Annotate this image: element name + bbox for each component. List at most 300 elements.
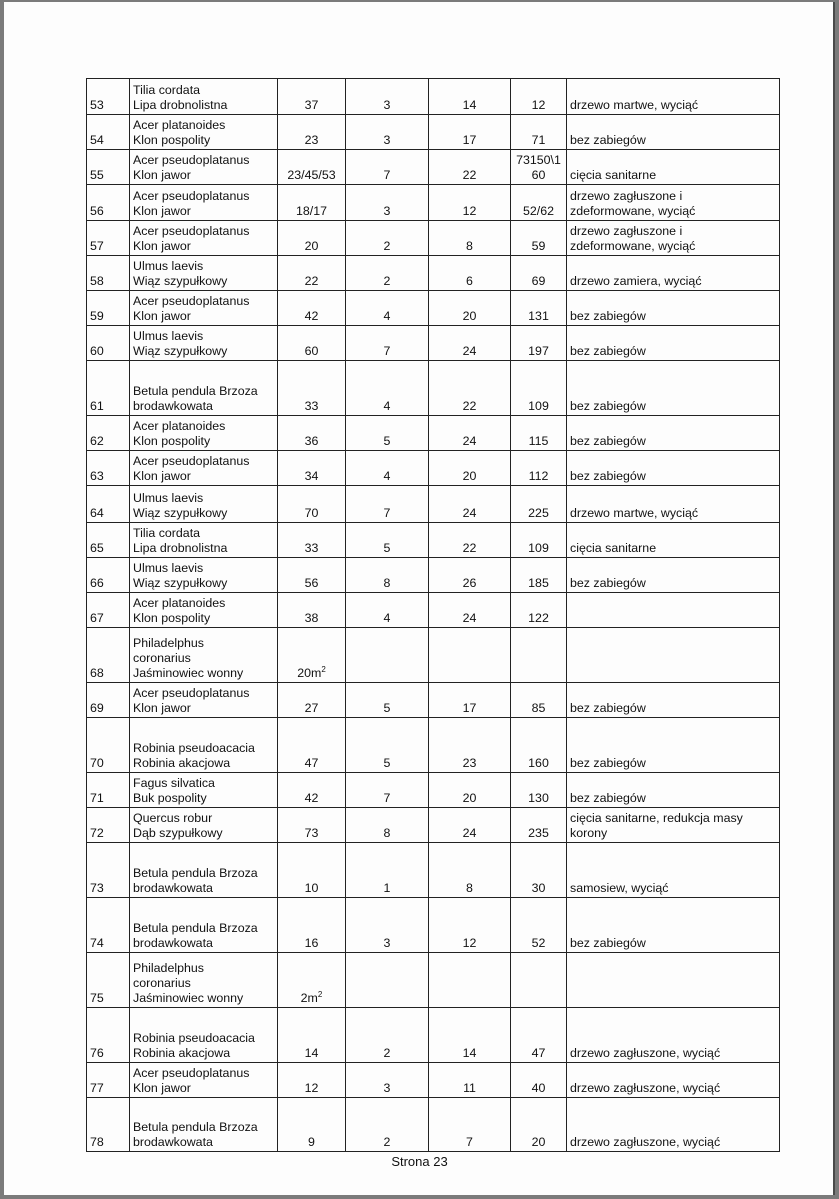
perimeter-cell-text: 109 (528, 399, 549, 413)
remark-cell (567, 1063, 780, 1098)
circumference-cell (278, 416, 346, 451)
remark-cell (567, 843, 780, 898)
perimeter-cell-text: 52/62 (522, 204, 554, 218)
crown-cell (346, 628, 429, 683)
crown-cell (346, 558, 429, 593)
crown-cell (346, 593, 429, 628)
crown-cell (346, 416, 429, 451)
crown-cell (346, 361, 429, 416)
tree-number-cell-text: 77 (90, 1081, 104, 1095)
table-row (87, 1063, 780, 1098)
remark-cell-text: cięcia sanitarne (570, 168, 657, 182)
tree-number-cell (87, 361, 130, 416)
circumference-cell-text: 27 (304, 701, 319, 715)
species-name-cell (130, 898, 278, 953)
crown-cell-text: 4 (383, 399, 391, 413)
perimeter-cell-text: 40 (531, 1081, 546, 1095)
circumference-cell-text: 42 (304, 309, 319, 323)
circumference-cell-text: 47 (304, 756, 319, 770)
crown-cell (346, 185, 429, 221)
remark-cell (567, 291, 780, 326)
crown-cell (346, 953, 429, 1008)
perimeter-cell-text: 122 (528, 611, 549, 625)
circumference-cell (278, 1008, 346, 1063)
tree-number-cell-text: 67 (90, 611, 104, 625)
tree-number-cell (87, 326, 130, 361)
species-name-cell-text: Acer pseudoplatanus Klon jawor (133, 153, 250, 182)
perimeter-cell-text: 71 (531, 133, 546, 147)
height-cell-text: 17 (462, 133, 477, 147)
tree-number-cell (87, 593, 130, 628)
circumference-cell-text: 9 (308, 1135, 315, 1149)
tree-number-cell (87, 558, 130, 593)
tree-number-cell-text: 68 (90, 666, 104, 680)
crown-cell-text: 5 (383, 756, 391, 770)
tree-number-cell-text: 60 (90, 344, 104, 358)
crown-cell-text: 7 (383, 344, 391, 358)
species-name-cell (130, 291, 278, 326)
remark-cell-text: bez zabiegów (570, 309, 646, 323)
table-row (87, 523, 780, 558)
perimeter-cell-text: 69 (531, 274, 546, 288)
species-name-cell-text: Ulmus laevis Wiąz szypułkowy (133, 329, 228, 358)
crown-cell (346, 486, 429, 523)
perimeter-cell (511, 291, 567, 326)
species-name-cell-text: Acer pseudoplatanus Klon jawor (133, 189, 250, 218)
remark-cell-text: drzewo martwe, wyciąć (570, 506, 699, 520)
circumference-cell (278, 898, 346, 953)
perimeter-cell-text: 73150\1 60 (516, 153, 561, 182)
circumference-cell-text: 33 (304, 541, 319, 555)
species-name-cell (130, 79, 278, 115)
tree-number-cell-text: 66 (90, 576, 104, 590)
species-name-cell-text: Robinia pseudoacacia Robinia akacjowa (133, 1031, 255, 1060)
table-row (87, 256, 780, 291)
circumference-cell (278, 221, 346, 256)
perimeter-cell (511, 361, 567, 416)
crown-cell (346, 256, 429, 291)
height-cell (429, 486, 511, 523)
circumference-cell-text: 16 (304, 936, 319, 950)
perimeter-cell (511, 843, 567, 898)
crown-cell (346, 115, 429, 150)
species-name-cell-text: Fagus silvatica Buk pospolity (133, 776, 215, 805)
species-name-cell-text: Acer pseudoplatanus Klon jawor (133, 224, 250, 253)
remark-cell (567, 115, 780, 150)
perimeter-cell-text: 115 (528, 434, 549, 448)
tree-number-cell (87, 291, 130, 326)
height-cell-text: 24 (462, 506, 477, 520)
remark-cell (567, 593, 780, 628)
species-name-cell (130, 185, 278, 221)
tree-number-cell-text: 62 (90, 434, 104, 448)
tree-number-cell (87, 808, 130, 843)
species-name-cell-text: Betula pendula Brzoza brodawkowata (133, 384, 258, 413)
height-cell (429, 953, 511, 1008)
crown-cell-text: 7 (383, 791, 391, 805)
height-cell-text: 22 (462, 399, 477, 413)
remark-cell-text: bez zabiegów (570, 434, 646, 448)
height-cell-text: 24 (462, 434, 477, 448)
species-name-cell (130, 953, 278, 1008)
tree-number-cell (87, 1008, 130, 1063)
crown-cell (346, 79, 429, 115)
species-name-cell (130, 523, 278, 558)
remark-cell-text: bez zabiegów (570, 936, 646, 950)
species-name-cell-text: Ulmus laevis Wiąz szypułkowy (133, 561, 228, 590)
tree-number-cell-text: 58 (90, 274, 104, 288)
table-row (87, 1098, 780, 1152)
remark-cell-text: drzewo zagłuszone, wyciąć (570, 1046, 721, 1060)
height-cell-text: 22 (462, 541, 477, 555)
remark-cell-text: drzewo zamiera, wyciąć (570, 274, 702, 288)
tree-number-cell (87, 416, 130, 451)
height-cell (429, 1098, 511, 1152)
tree-number-cell (87, 150, 130, 185)
perimeter-cell (511, 1008, 567, 1063)
circumference-cell (278, 1063, 346, 1098)
perimeter-cell-text: 160 (528, 756, 549, 770)
species-name-cell-text: Betula pendula Brzoza brodawkowata (133, 921, 258, 950)
circumference-cell (278, 953, 346, 1008)
height-cell (429, 1063, 511, 1098)
remark-cell (567, 628, 780, 683)
perimeter-cell (511, 683, 567, 718)
species-name-cell-text: Philadelphus coronarius Jaśminowiec wonny (133, 636, 244, 680)
remark-cell (567, 185, 780, 221)
tree-number-cell (87, 898, 130, 953)
perimeter-cell (511, 256, 567, 291)
circumference-cell (278, 628, 346, 683)
circumference-cell-text: 37 (304, 98, 319, 112)
remark-cell (567, 416, 780, 451)
table-row (87, 221, 780, 256)
crown-cell-text: 5 (383, 701, 391, 715)
species-name-cell-text: Acer platanoides Klon pospolity (133, 118, 226, 147)
height-cell (429, 808, 511, 843)
crown-cell (346, 1098, 429, 1152)
circumference-cell-text: 60 (304, 344, 319, 358)
table-row (87, 115, 780, 150)
circumference-cell-text: 34 (304, 469, 319, 483)
remark-cell-text: bez zabiegów (570, 701, 646, 715)
height-cell-text: 7 (466, 1135, 473, 1149)
crown-cell (346, 1063, 429, 1098)
species-name-cell-text: Acer pseudoplatanus Klon jawor (133, 1066, 250, 1095)
species-name-cell (130, 115, 278, 150)
remark-cell (567, 451, 780, 486)
circumference-cell (278, 115, 346, 150)
perimeter-cell-text: 52 (531, 936, 546, 950)
perimeter-cell-text: 197 (528, 344, 549, 358)
crown-cell-text: 5 (383, 541, 391, 555)
tree-number-cell (87, 1098, 130, 1152)
tree-number-cell-text: 75 (90, 991, 104, 1005)
table-row (87, 416, 780, 451)
circumference-cell-text: 33 (304, 399, 319, 413)
height-cell-text: 14 (462, 98, 477, 112)
circumference-cell-text: 12 (304, 1081, 319, 1095)
perimeter-cell (511, 628, 567, 683)
height-cell (429, 718, 511, 773)
remark-cell-text: bez zabiegów (570, 399, 646, 413)
remark-cell (567, 1098, 780, 1152)
table-row (87, 558, 780, 593)
circumference-cell-text: 20 (304, 239, 319, 253)
species-name-cell (130, 221, 278, 256)
species-name-cell (130, 843, 278, 898)
circumference-cell (278, 773, 346, 808)
crown-cell (346, 150, 429, 185)
circumference-cell (278, 451, 346, 486)
remark-cell-text: samosiew, wyciąć (570, 881, 669, 895)
tree-number-cell-text: 63 (90, 469, 104, 483)
height-cell (429, 898, 511, 953)
remark-cell (567, 773, 780, 808)
tree-number-cell-text: 78 (90, 1135, 104, 1149)
height-cell (429, 361, 511, 416)
crown-cell (346, 898, 429, 953)
height-cell (429, 150, 511, 185)
crown-cell-text: 8 (383, 826, 391, 840)
crown-cell-text: 3 (383, 133, 391, 147)
remark-cell-text: drzewo zagłuszone i zdeformowane, wyciąć (570, 224, 696, 253)
crown-cell (346, 221, 429, 256)
tree-number-cell-text: 59 (90, 309, 104, 323)
species-name-cell-text: Ulmus laevis Wiąz szypułkowy (133, 491, 228, 520)
height-cell-text: 26 (462, 576, 477, 590)
table-row (87, 683, 780, 718)
remark-cell (567, 79, 780, 115)
species-name-cell-text: Acer platanoides Klon pospolity (133, 596, 226, 625)
remark-cell-text: drzewo zagłuszone i zdeformowane, wyciąć (570, 189, 696, 218)
table-row (87, 326, 780, 361)
tree-number-cell (87, 718, 130, 773)
circumference-cell (278, 718, 346, 773)
crown-cell-text: 4 (383, 469, 391, 483)
area-unit-superscript: 2 (317, 989, 323, 999)
tree-number-cell-text: 53 (90, 98, 104, 112)
circumference-cell-text: 42 (304, 791, 319, 805)
remark-cell (567, 486, 780, 523)
circumference-cell-text: 23/45/53 (287, 168, 336, 182)
remark-cell-text: bez zabiegów (570, 344, 646, 358)
height-cell (429, 683, 511, 718)
circumference-cell (278, 150, 346, 185)
crown-cell-text: 2 (383, 239, 391, 253)
species-name-cell (130, 593, 278, 628)
tree-number-cell (87, 683, 130, 718)
circumference-cell-text: 2m (300, 991, 318, 1005)
species-name-cell (130, 1008, 278, 1063)
remark-cell (567, 898, 780, 953)
height-cell (429, 326, 511, 361)
circumference-cell (278, 361, 346, 416)
perimeter-cell (511, 1063, 567, 1098)
perimeter-cell-text: 130 (528, 791, 549, 805)
perimeter-cell (511, 221, 567, 256)
crown-cell-text: 3 (383, 1081, 391, 1095)
tree-number-cell-text: 70 (90, 756, 104, 770)
perimeter-cell (511, 326, 567, 361)
perimeter-cell (511, 773, 567, 808)
height-cell-text: 20 (462, 791, 477, 805)
crown-cell-text: 3 (383, 98, 391, 112)
circumference-cell (278, 291, 346, 326)
tree-number-cell (87, 486, 130, 523)
remark-cell-text: drzewo zagłuszone, wyciąć (570, 1081, 721, 1095)
tree-number-cell (87, 221, 130, 256)
remark-cell (567, 523, 780, 558)
tree-number-cell (87, 773, 130, 808)
table-row (87, 185, 780, 221)
remark-cell (567, 1008, 780, 1063)
height-cell-text: 12 (462, 936, 477, 950)
height-cell (429, 185, 511, 221)
tree-number-cell (87, 451, 130, 486)
crown-cell-text: 5 (383, 434, 391, 448)
circumference-cell-text: 10 (304, 881, 319, 895)
circumference-cell-text: 18/17 (295, 204, 327, 218)
tree-number-cell-text: 65 (90, 541, 104, 555)
perimeter-cell (511, 808, 567, 843)
species-name-cell (130, 628, 278, 683)
perimeter-cell-text: 30 (531, 881, 546, 895)
crown-cell-text: 3 (383, 936, 391, 950)
species-name-cell (130, 361, 278, 416)
table-row (87, 79, 780, 115)
perimeter-cell (511, 1098, 567, 1152)
perimeter-cell-text: 12 (531, 98, 546, 112)
remark-cell (567, 150, 780, 185)
species-name-cell-text: Quercus robur Dąb szypułkowy (133, 811, 223, 840)
height-cell-text: 23 (462, 756, 477, 770)
height-cell-text: 6 (466, 274, 473, 288)
species-name-cell (130, 416, 278, 451)
height-cell (429, 558, 511, 593)
crown-cell (346, 773, 429, 808)
circumference-cell (278, 185, 346, 221)
table-row (87, 150, 780, 185)
height-cell (429, 221, 511, 256)
circumference-cell (278, 486, 346, 523)
crown-cell-text: 8 (383, 576, 391, 590)
circumference-cell (278, 808, 346, 843)
remark-cell (567, 361, 780, 416)
height-cell-text: 24 (462, 611, 477, 625)
species-name-cell (130, 773, 278, 808)
tree-number-cell (87, 185, 130, 221)
species-name-cell-text: Acer pseudoplatanus Klon jawor (133, 294, 250, 323)
table-row (87, 1008, 780, 1063)
circumference-cell-text: 73 (304, 826, 319, 840)
perimeter-cell (511, 593, 567, 628)
height-cell-text: 8 (466, 881, 473, 895)
circumference-cell (278, 523, 346, 558)
perimeter-cell-text: 20 (531, 1135, 546, 1149)
height-cell (429, 79, 511, 115)
species-name-cell-text: Acer pseudoplatanus Klon jawor (133, 454, 250, 483)
height-cell-text: 8 (466, 239, 473, 253)
table-row (87, 628, 780, 683)
crown-cell (346, 291, 429, 326)
tree-number-cell-text: 72 (90, 826, 104, 840)
remark-cell (567, 718, 780, 773)
perimeter-cell-text: 235 (528, 826, 549, 840)
height-cell-text: 11 (463, 1081, 476, 1095)
tree-number-cell (87, 115, 130, 150)
circumference-cell-text: 36 (304, 434, 319, 448)
circumference-cell (278, 79, 346, 115)
circumference-cell-text: 56 (304, 576, 319, 590)
height-cell (429, 1008, 511, 1063)
perimeter-cell-text: 59 (531, 239, 546, 253)
perimeter-cell (511, 79, 567, 115)
remark-cell (567, 808, 780, 843)
species-name-cell (130, 718, 278, 773)
crown-cell-text: 4 (383, 309, 391, 323)
crown-cell-text: 2 (383, 1046, 391, 1060)
perimeter-cell (511, 451, 567, 486)
perimeter-cell (511, 115, 567, 150)
tree-number-cell-text: 57 (90, 239, 104, 253)
height-cell-text: 12 (462, 204, 477, 218)
circumference-cell-text: 14 (304, 1046, 319, 1060)
remark-cell-text: bez zabiegów (570, 469, 646, 483)
tree-number-cell-text: 71 (90, 791, 104, 805)
tree-inventory-table (86, 78, 780, 1152)
height-cell-text: 24 (462, 826, 477, 840)
perimeter-cell-text: 112 (528, 469, 549, 483)
crown-cell-text: 2 (383, 1135, 391, 1149)
species-name-cell (130, 451, 278, 486)
perimeter-cell-text: 85 (531, 701, 546, 715)
height-cell (429, 416, 511, 451)
height-cell-text: 17 (462, 701, 477, 715)
remark-cell-text: bez zabiegów (570, 133, 646, 147)
table-row (87, 953, 780, 1008)
remark-cell-text: bez zabiegów (570, 756, 646, 770)
perimeter-cell (511, 416, 567, 451)
species-name-cell (130, 683, 278, 718)
crown-cell (346, 1008, 429, 1063)
crown-cell (346, 808, 429, 843)
perimeter-cell (511, 486, 567, 523)
table-row (87, 291, 780, 326)
perimeter-cell-text: 47 (531, 1046, 546, 1060)
table-row (87, 486, 780, 523)
circumference-cell-text: 38 (304, 611, 319, 625)
tree-number-cell-text: 61 (90, 399, 104, 413)
height-cell (429, 291, 511, 326)
tree-number-cell-text: 73 (90, 881, 104, 895)
tree-number-cell-text: 76 (90, 1046, 104, 1060)
perimeter-cell (511, 185, 567, 221)
remark-cell-text: drzewo martwe, wyciąć (570, 98, 699, 112)
tree-number-cell (87, 953, 130, 1008)
crown-cell (346, 683, 429, 718)
height-cell-text: 24 (462, 344, 477, 358)
perimeter-cell (511, 558, 567, 593)
crown-cell-text: 4 (383, 611, 391, 625)
crown-cell-text: 3 (383, 204, 391, 218)
height-cell-text: 22 (462, 168, 477, 182)
perimeter-cell-text: 109 (528, 541, 549, 555)
circumference-cell (278, 326, 346, 361)
crown-cell (346, 326, 429, 361)
species-name-cell-text: Tilia cordata Lipa drobnolistna (133, 83, 228, 112)
species-name-cell-text: Acer pseudoplatanus Klon jawor (133, 686, 250, 715)
